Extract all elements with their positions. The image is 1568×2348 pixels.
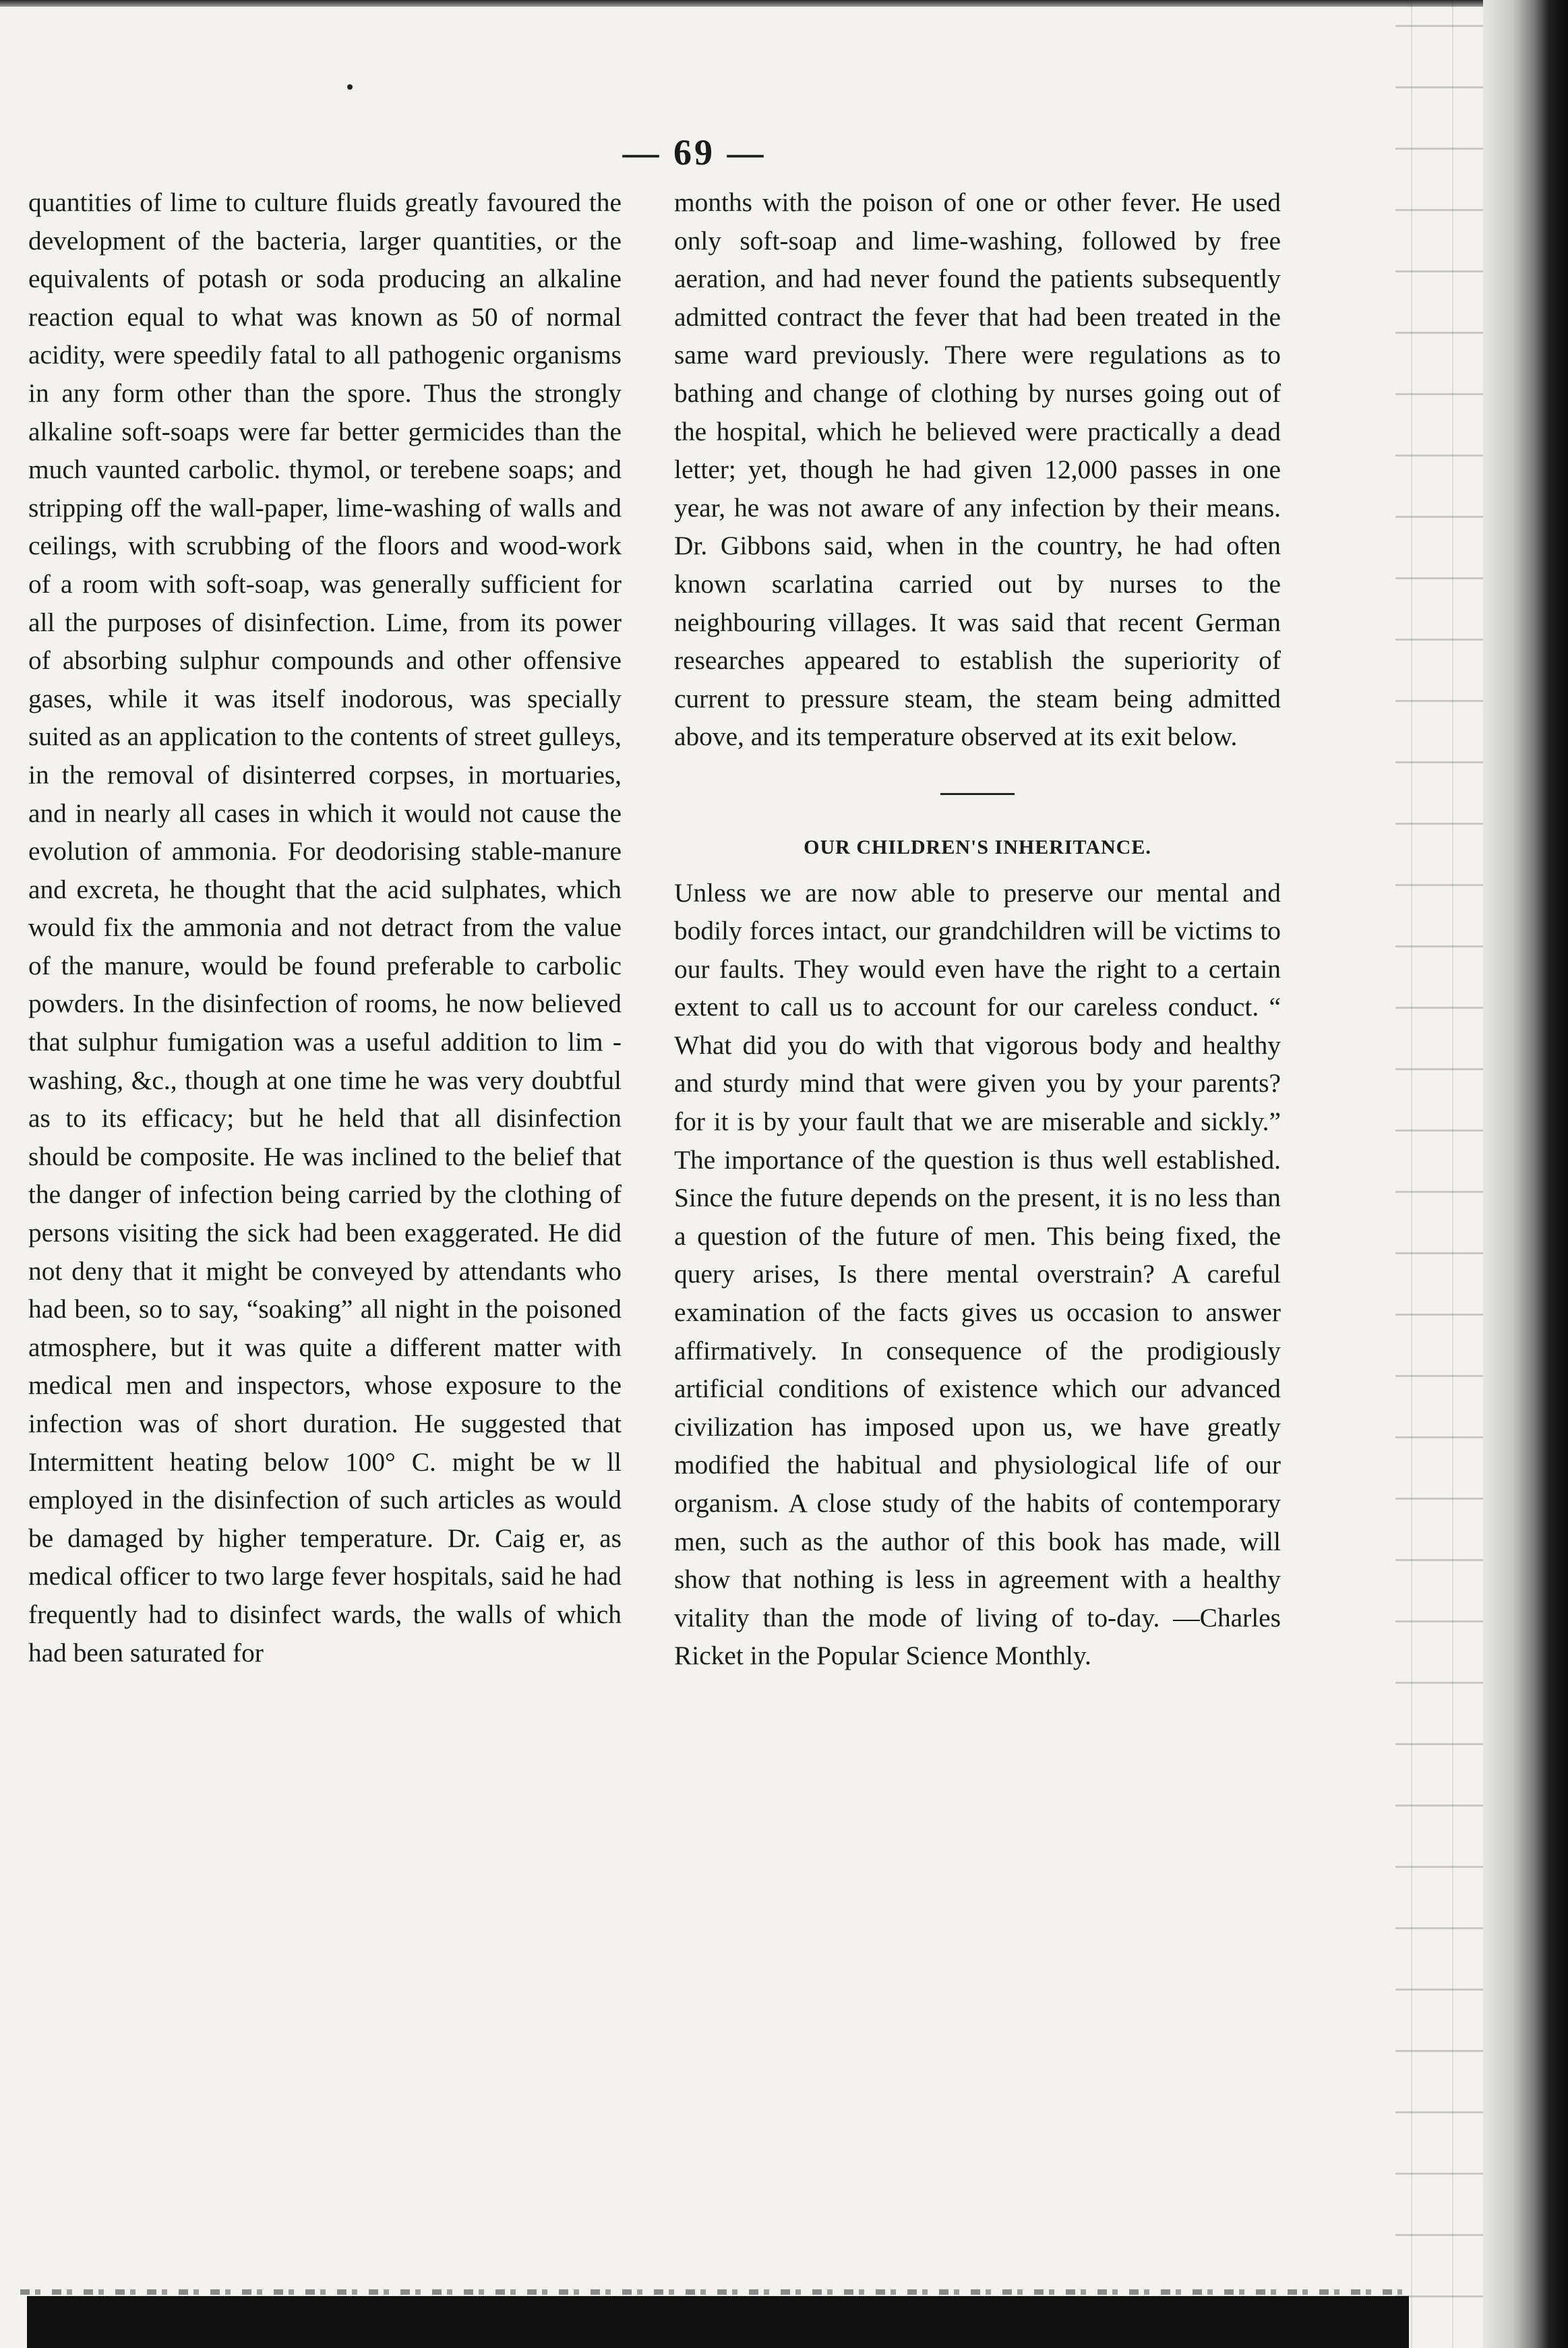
page-number: — 69 — bbox=[622, 132, 766, 173]
binding-noise bbox=[1395, 0, 1490, 2348]
right-column-continued-text: months with the poison of one or other fever. He used only soft-soap and lime-washing, followed by free aeration, and had never found the patients subsequently admitted contract the fever that had been treated in the same ward previously. There were regulations as to bathing and change of clothing by nurses going out of the hospital, which he believed were practically a dead letter; yet, though he had given 12,000 passes in one year, he was not aware of any infection by their means. Dr. Gibbons said, when in the country, he had often known scarlatina carried out by nurses to the neighbouring villages. It was said that recent German researches appeared to establish the superiority of current to pressure steam, the steam being admitted above, and its temperature observed at its exit below. bbox=[674, 187, 1281, 752]
bottom-edge-shadow bbox=[27, 2296, 1409, 2348]
section-divider bbox=[940, 793, 1015, 795]
section-body-text: Unless we are now able to preserve our mental and bodily forces intact, our grandchildren will be victims to our faults. They would even have the right to a certain extent to call us to account for our careless conduct. “ What did you do with that vigorous body and healthy and sturdy mind that were given you by your parents? for it is by your fault that we are miserable and sickly.” The importance of the question is thus well established. Since the future depends on the present, it is no less than a question of the future of men. This being fixed, the query arises, Is there mental overstrain? A careful examination of the facts gives us occasion to answer affirmatively. In consequence of the prodigiously artificial conditions of existence which our advanced civilization has imposed upon us, we have greatly modified the habitual and physiological life of our organism. A close study of the habits of contemporary men, such as the author of this book has made, will show that nothing is less in agreement with a healthy vitality than the mode of living of to-day. —Charles Ricket in the Popular Science Monthly. bbox=[674, 877, 1281, 1671]
right-column bbox=[674, 183, 1281, 1675]
book-binding-edge bbox=[1483, 0, 1568, 2348]
ink-speck bbox=[347, 84, 353, 90]
section-title: OUR CHILDREN'S INHERITANCE. bbox=[804, 835, 1151, 858]
bottom-edge-noise bbox=[20, 2289, 1402, 2295]
top-edge-shadow bbox=[0, 0, 1568, 7]
left-column bbox=[28, 183, 622, 1672]
left-column-text: quantities of lime to culture fluids greatly favoured the development of the bacteria, larger quantities, or the equivalents of potash or soda producing an alkaline reaction equal to what was known as 50 of normal acidity, were speedily fatal to all pathogenic organisms in any form other than the spore. Thus the strongly alkaline soft-soaps were far better germicides than the much vaunted carbolic. thymol, or terebene soaps; and stripping off the wall-paper, lime-washing of walls and ceilings, with scrubbing of the floors and wood-work of a room with soft-soap, was generally sufficient for all the purposes of disinfection. Lime, from its power of absorbing sulphur compounds and other offensive gases, while it was itself inodorous, was specially suited as an application to the contents of street gulleys, in the removal of disinterred corpses, in mortuaries, and in nearly all cases in which it would not cause the evolution of ammonia. For deodorising stable-manure and excreta, he thought that the acid sulphates, which would fix the ammonia and not detract from the value of the manure, would be found preferable to carbolic powders. In the disinfection of rooms, he now believed that sulphur fumigation was a useful addition to lim -washing, &c., though at one time he was very doubtful as to its efficacy; but he held that all disinfection should be composite. He was inclined to the belief that the danger of infection being carried by the clothing of persons visiting the sick had been exaggerated. He did not deny that it might be conveyed by attendants who had been, so to say, “soaking” all night in the poisoned atmosphere, but it was quite a different matter with medical men and inspectors, whose exposure to the infection was of short duration. He suggested that Intermittent heating below 100° C. might be w ll employed in the disinfection of such articles as would be damaged by higher temperature. Dr. Caig er, as medical officer to two large fever hospitals, said he had frequently had to disinfect wards, the walls of which had been saturated for bbox=[28, 187, 622, 1668]
